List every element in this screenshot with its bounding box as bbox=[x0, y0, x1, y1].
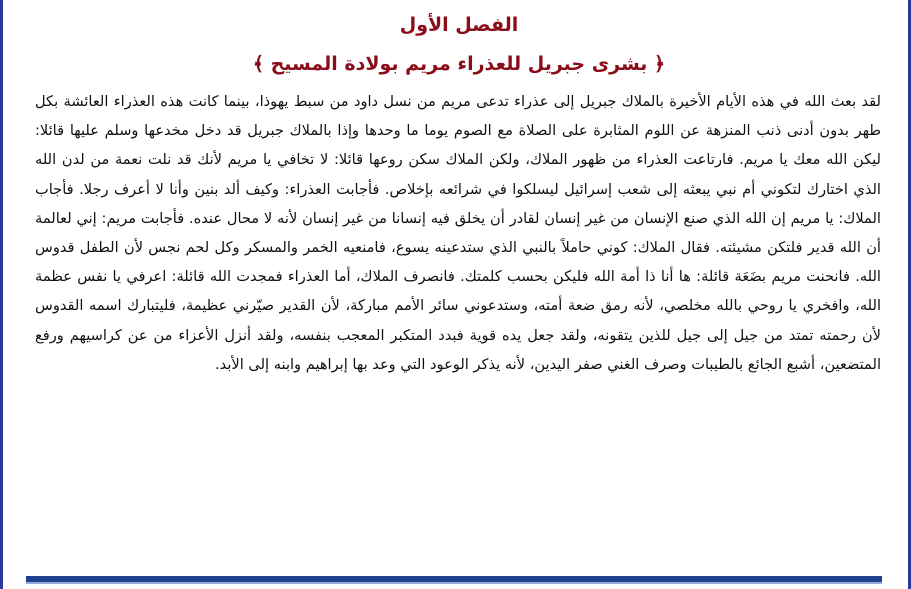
body-paragraph: لقد بعث الله في هذه الأيام الأخيرة بالملاك جبريل إلى عذراء تدعى مريم من نسل داود من سبط يهوذا، بينما كانت هذه العذراء العائشة بكل طهر بدون أدنى ذنب المنزهة عن اللوم المثابرة على الصلاة مع الصوم يوما ما وحدها وإذا بالملاك جبريل قد دخل مخدعها وسلم عليها قائلا: ليكن الله معك يا مريم. فارتاعت العذراء من ظهور الملاك، ولكن الملاك سكن روعها قائلا: لا تخافي يا مريم لأنك قد نلت نعمة من لدن الله الذي اختارك لتكوني أم نبي يبعثه إلى شعب إسرائيل ليسلكوا في شرائعه بإخلاص. فأجابت العذراء: وكيف ألد بنين وأنا لا أعرف رجلا. فأجاب الملاك: يا مريم إن الله الذي صنع الإنسان من غير إنسان لقادر أن يخلق فيه إنسانا من غير إنسان لأنه لا محال عنده. فأجابت مريم: إني لعالمة أن الله قدير فلتكن مشيئته. فقال الملاك: كوني حاملاً بالنبي الذي ستدعينه يسوع، فامنعيه الخمر والمسكر وكل لحم نجس لأن الطفل قدوس الله. فانحنت مريم بضَعَة قائلة: ها أنا ذا أمة الله فليكن بحسب كلمتك. فانصرف الملاك، أما العذراء فمجدت الله قائلة: اعرفي يا نفس عظمة الله، وافخري يا روحي بالله مخلصي، لأنه رمق ضعة أمته، وستدعوني سائر الأمم مباركة، لأن القدير صيّرني عظيمة، فليتبارك اسمه القدوس لأن رحمته تمتد من جيل إلى جيل للذين يتقونه، ولقد جعل يده قوية فبدد المتكبر المعجب بنفسه، ولقد أنزل الأعزاء من عن كراسيهم ورفع المتضعين، أشبع الجائع بالطيبات وصرف الغني صفر اليدين، لأنه يذكر الوعود التي وعد بها إبراهيم وابنه إلى الأبد. bbox=[35, 93, 881, 373]
chapter-title: الفصل الأول bbox=[399, 14, 519, 36]
bottom-rule bbox=[26, 576, 882, 584]
chapter-subtitle: ﴿ بشرى جبريل للعذراء مريم بولادة المسيح ﴾ bbox=[252, 53, 666, 75]
document-page bbox=[31, 0, 887, 572]
